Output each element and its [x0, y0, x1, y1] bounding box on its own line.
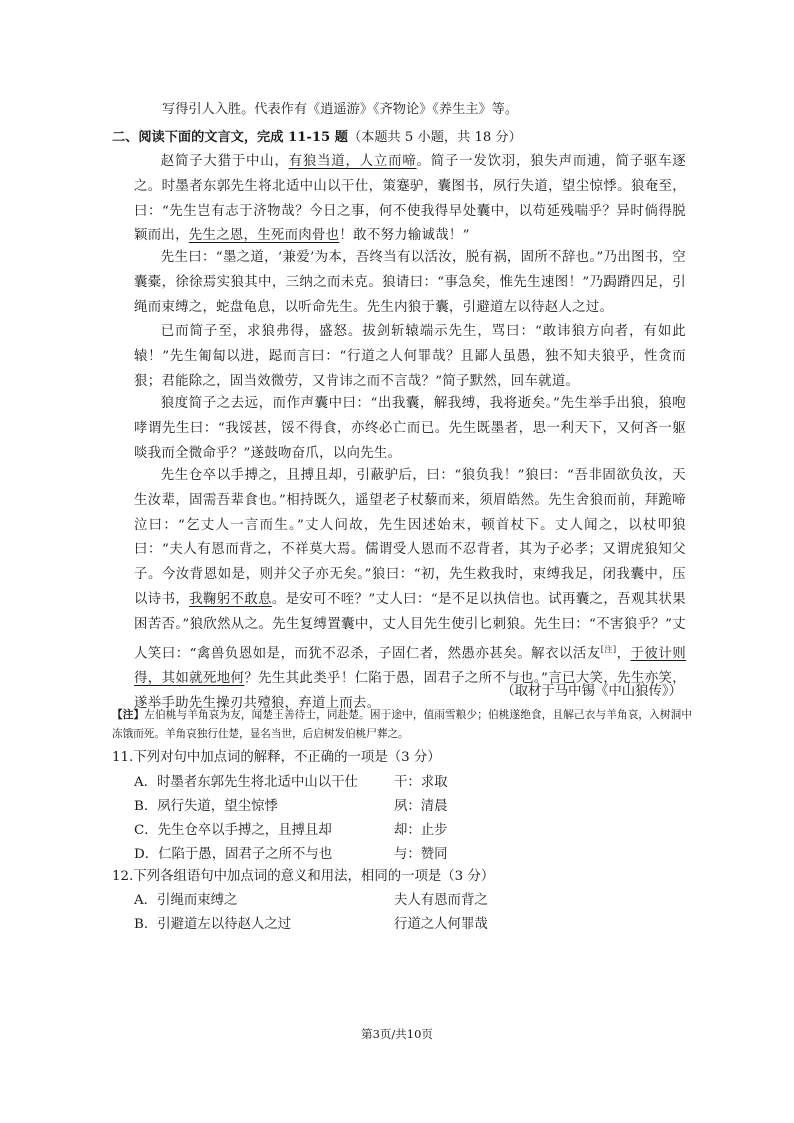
- p5-text-c: ，: [616, 646, 631, 662]
- p1-underlined-2: 先生之恩，生死而肉骨也: [188, 228, 340, 244]
- q12-option-a-right: 夫人有恩而背之: [394, 893, 488, 908]
- footnote-text: 左伯桃与羊角哀为友，闻楚王善待士，同赴楚。困于途中，值雨雪粮少；伯桃遂绝食，且解己衣与羊角哀，入树洞中冻饿而死。羊角哀独行仕楚，显名当世，后启树发伯桃尸葬之。: [112, 709, 692, 740]
- q11-option-b-gloss: 夙：清晨: [394, 799, 448, 814]
- section-score-note: （本题共 5 小题，共 18 分）: [347, 130, 522, 145]
- q12-option-b-right: 行道之人何罪哉: [394, 917, 488, 932]
- q12-option-b-left: B．引避道左以待赵人之过: [134, 917, 292, 932]
- passage-paragraph-5: [134, 464, 686, 716]
- q11-option-b: B．夙行失道，望尘惊悸: [134, 799, 278, 814]
- p5-underlined-2: 于彼计则得，其如就死地何: [134, 646, 686, 686]
- q12-option-a-left: A．引绳而束缚之: [134, 893, 238, 908]
- p5-note-marker: [注]: [600, 644, 617, 654]
- q11-option-c-gloss: 却：止步: [394, 823, 448, 838]
- section-heading: [112, 128, 522, 148]
- footnote: [112, 706, 692, 744]
- p5-underlined-1: 我鞠躬不敢息: [189, 591, 272, 607]
- section-title: 二、阅读下面的文言文，完成 11-15 题: [112, 130, 348, 145]
- q11-option-a: A．时墨者东郭先生将北适中山以干仕: [134, 775, 358, 790]
- p1-text-c: ！敢不努力输诚哉！”: [339, 228, 470, 244]
- q11-option-d-gloss: 与：赞同: [394, 847, 448, 862]
- q11-option-c: C．先生仓卒以手搏之，且搏且却: [134, 823, 332, 838]
- intro-line: 写得引人入胜。代表作有《逍遥游》《齐物论》《养生主》等。: [162, 102, 519, 117]
- p5-text-d: ？先生其此类乎！仁陷于愚，固君子之所不与也。”言已大笑，先生亦笑，遂举手助先生操刃共殪狼，弃道上而去。: [134, 670, 686, 711]
- p1-underlined-1: 有狼当道，人立而啼: [288, 154, 417, 169]
- passage-paragraph-4: 狼度简子之去远，而作声囊中曰：“出我囊，解我缚，我将逝矣。”先生举手出狼，狼咆哮谓先生曰：“我馁甚，馁不得食，亦终必亡而已。先生既墨者，思一利天下，又何吝一躯啖我而全微命乎？”遂鼓吻奋爪，以向先生。: [134, 396, 686, 461]
- question-12-stem: 12.下列各组语句中加点词的意义和用法，相同的一项是（3 分）: [112, 869, 495, 884]
- q11-option-d: D．仁陷于愚，固君子之所不与也: [134, 847, 333, 862]
- p1-text-b: 。简子一发饮羽，狼失声而逋，简子驱车逐之。时墨者东郭先生将北适中山以干仕，策蹇驴，囊图书，夙行失道，望尘惊悸。狼奄至，曰：“先生岂有志于济物哉？今日之事，何不使我得早处囊中，以苟延残喘乎？异时倘得脱颖而出，: [134, 154, 686, 244]
- footnote-label: 【注】: [112, 709, 145, 721]
- p1-text-a: 赵简子大猎于中山，: [160, 154, 289, 169]
- question-11-stem: 11.下列对句中加点词的解释，不正确的一项是（3 分）: [112, 750, 441, 765]
- passage-paragraph-3: 已而简子至，求狼弗得，盛怒。拔剑斩辕端示先生，骂曰：“敢讳狼方向者，有如此辕！”先生匍匐以进，跽而言曰：“行道之人何罪哉？且鄙人虽愚，独不知夫狼乎，性贪而狠；君能除之，固当效微劳，又肯讳之而不言哉？”简子默然，回车就道。: [134, 324, 686, 389]
- page-number: 第3页/共10页: [361, 1027, 433, 1041]
- passage-paragraph-2: 先生曰：“墨之道，‘兼爱’为本，吾终当有以活汝，脱有祸，固所不辞也。”乃出图书，空囊橐，徐徐焉实狼其中，三纳之而未克。狼请曰：“事急矣，惟先生速图！”乃跼蹐四足，引绳而束缚之，蛇盘龟息，以听命先生。先生内狼于囊，引避道左以待赵人之过。: [134, 250, 686, 315]
- q11-option-a-gloss: 干：求取: [394, 775, 448, 790]
- passage-paragraph-1: [134, 150, 686, 249]
- passage-source: （取材于马中锡《中山狼传》）: [501, 684, 682, 699]
- p5-text-a: 先生仓卒以手搏之，且搏且却，引蔽驴后，曰：“狼负我！”狼曰：“吾非固欲负汝，天生汝辈，固需吾辈食也。”相持既久，遥望老子杖藜而来，须眉皓然。先生舍狼而前，拜跪啼泣曰：“乞丈人一言而生。”丈人问故，先生因述始末，顿首杖下。丈人闻之，以杖叩狼曰：“夫人有恩而背之，不祥莫大焉。儒谓受人恩而不忍背者，其为子必孝；又谓虎狼知父子。今汝背恩如是，则并父子亦无矣。”狼曰：“初，先生救我时，束缚我足，闭我囊中，压以诗书，: [134, 468, 686, 607]
- p5-text-b: 。是安可不咥？”丈人曰：“是不足以执信也。试再囊之，吾观其状果困苦否。”狼欣然从之。先生复缚置囊中，丈人目先生使引匕刺狼。先生曰：“不害狼乎？”丈人笑曰：“禽兽负恩如是，而犹不忍杀，子固仁者，然愚亦甚矣。解衣以活友: [134, 591, 686, 662]
